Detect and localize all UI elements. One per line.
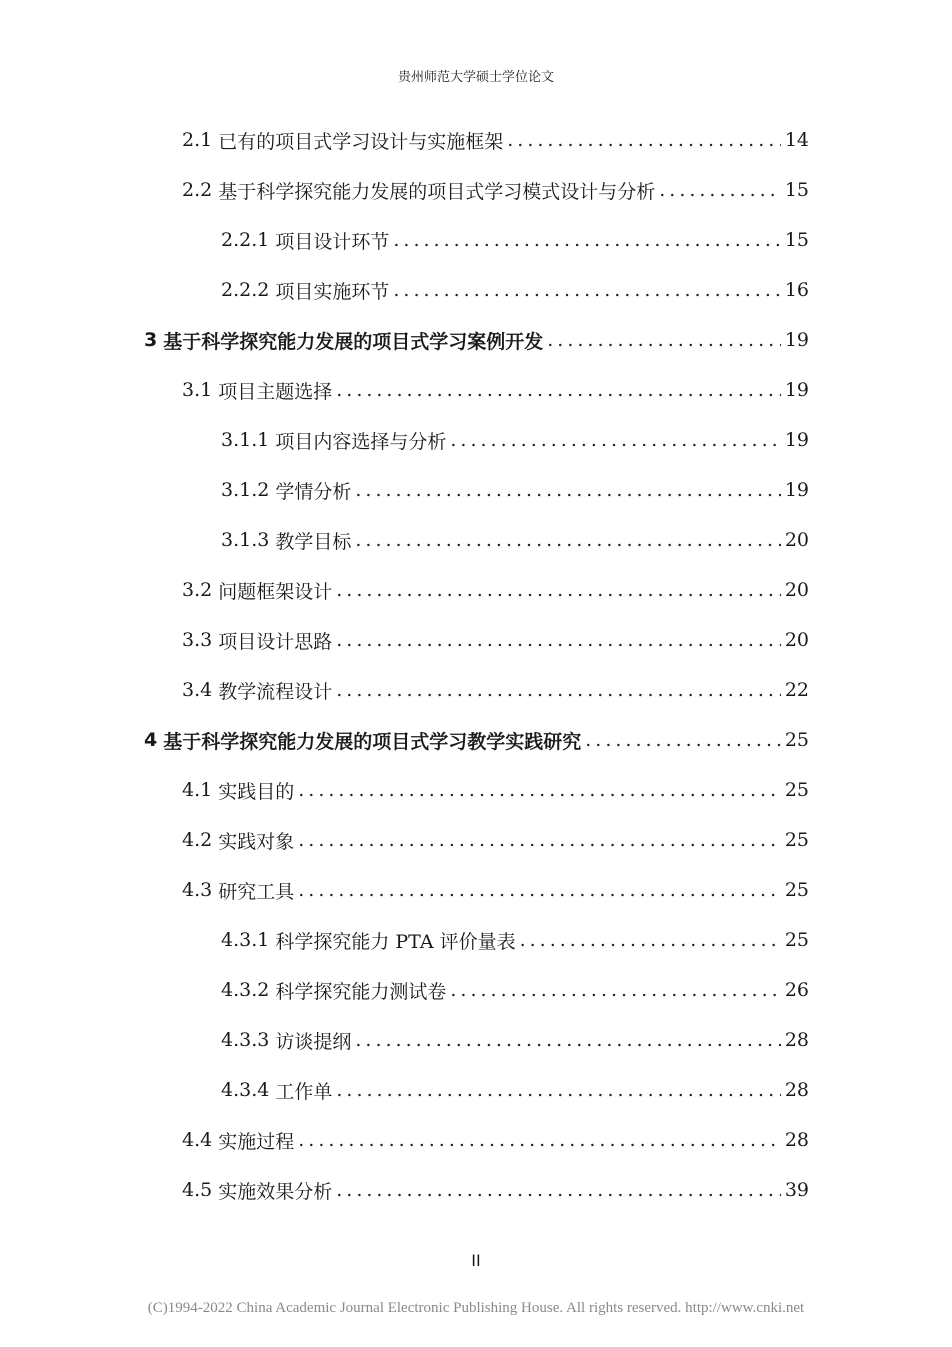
toc-entry[interactable]: [221, 520, 809, 560]
toc-entry-page: 19: [784, 329, 809, 351]
toc-entry[interactable]: [144, 320, 809, 360]
toc-entry[interactable]: [182, 870, 809, 910]
toc-entry-number: 4.4: [182, 1129, 213, 1151]
toc-leader-dots: [298, 828, 781, 852]
toc-entry[interactable]: [221, 970, 809, 1010]
toc-entry[interactable]: [182, 570, 809, 610]
toc-entry-page: 19: [784, 429, 809, 451]
toc-entry[interactable]: [144, 720, 809, 760]
toc-entry[interactable]: [221, 270, 809, 310]
toc-entry-title: 基于科学探究能力发展的项目式学习案例开发: [163, 330, 544, 353]
toc-entry-page: 25: [784, 879, 809, 901]
toc-entry-title: 基于科学探究能力发展的项目式学习模式设计与分析: [218, 180, 656, 203]
toc-leader-dots: [659, 178, 781, 202]
toc-leader-dots: [298, 1128, 781, 1152]
toc-leader-dots: [507, 128, 781, 152]
toc-entry-page: 39: [784, 1179, 809, 1201]
toc-entry-title: 实施过程: [218, 1130, 295, 1153]
toc-entry[interactable]: [182, 820, 809, 860]
toc-entry-number: 3.1: [182, 379, 213, 401]
toc-entry[interactable]: [182, 1120, 809, 1160]
toc-entry-page: 28: [784, 1079, 809, 1101]
toc-entry-title: 项目设计思路: [218, 630, 333, 653]
toc-entry-number: 4.3: [182, 879, 213, 901]
toc-entry-number: 3.4: [182, 679, 213, 701]
toc-entry-title: 项目实施环节: [275, 280, 390, 303]
toc-entry-number: 4.3.1: [221, 929, 270, 951]
toc-entry-page: 15: [784, 229, 809, 251]
toc-leader-dots: [298, 778, 781, 802]
toc-entry-page: 25: [784, 929, 809, 951]
toc-entry-number: 3.1.3: [221, 529, 270, 551]
toc-entry[interactable]: [182, 170, 809, 210]
toc-leader-dots: [336, 628, 781, 652]
toc-entry-title: 基于科学探究能力发展的项目式学习教学实践研究: [163, 730, 582, 753]
toc-entry[interactable]: [182, 770, 809, 810]
toc-entry-number: 3.2: [182, 579, 213, 601]
toc-entry-number: 4.3.3: [221, 1029, 270, 1051]
toc-entry-title: 科学探究能力 PTA 评价量表: [275, 930, 516, 953]
toc-entry-page: 14: [784, 129, 809, 151]
toc-entry-page: 19: [784, 479, 809, 501]
toc-leader-dots: [450, 428, 780, 452]
toc-entry-page: 26: [784, 979, 809, 1001]
toc-entry-page: 15: [784, 179, 809, 201]
toc-entry-number: 4.5: [182, 1179, 213, 1201]
toc-entry-title: 教学目标: [275, 530, 352, 553]
toc-entry-number: 2.2.2: [221, 279, 270, 301]
toc-leader-dots: [336, 678, 781, 702]
toc-entry-page: 28: [784, 1129, 809, 1151]
toc-entry-page: 16: [784, 279, 809, 301]
toc-entry-number: 3.1.2: [221, 479, 270, 501]
toc-leader-dots: [336, 378, 781, 402]
toc-entry-page: 28: [784, 1029, 809, 1051]
toc-entry-number: 2.2.1: [221, 229, 270, 251]
toc-entry[interactable]: [221, 920, 809, 960]
toc-entry-number: 4.1: [182, 779, 213, 801]
toc-entry[interactable]: [182, 120, 809, 160]
toc-entry[interactable]: [221, 1020, 809, 1060]
toc-leader-dots: [585, 728, 781, 752]
toc-entry[interactable]: [182, 620, 809, 660]
toc-entry-number: 4: [144, 729, 158, 751]
toc-entry-title: 研究工具: [218, 880, 295, 903]
toc-entry-title: 项目内容选择与分析: [275, 430, 447, 453]
toc-entry-title: 科学探究能力测试卷: [275, 980, 447, 1003]
toc-entry-number: 3.1.1: [221, 429, 270, 451]
toc-entry[interactable]: [182, 1170, 809, 1210]
toc-leader-dots: [520, 928, 781, 952]
toc-entry-title: 访谈提纲: [275, 1030, 352, 1053]
toc-leader-dots: [355, 478, 780, 502]
toc-entry[interactable]: [221, 1070, 809, 1110]
toc-entry-number: 3.3: [182, 629, 213, 651]
toc-leader-dots: [336, 1178, 781, 1202]
toc-entry-number: 4.3.2: [221, 979, 270, 1001]
toc-entry-title: 已有的项目式学习设计与实施框架: [218, 130, 504, 153]
toc-entry-title: 问题框架设计: [218, 580, 333, 603]
toc-entry-title: 教学流程设计: [218, 680, 333, 703]
toc-entry-title: 项目设计环节: [275, 230, 390, 253]
toc-entry-title: 工作单: [275, 1080, 333, 1103]
toc-entry-page: 25: [784, 729, 809, 751]
toc-leader-dots: [450, 978, 780, 1002]
running-header: 贵州师范大学硕士学位论文: [397, 70, 554, 85]
toc-leader-dots: [336, 578, 781, 602]
toc-leader-dots: [393, 278, 780, 302]
toc-entry-page: 20: [784, 629, 809, 651]
toc-entry-number: 4.2: [182, 829, 213, 851]
toc-entry-title: 实践目的: [218, 780, 295, 803]
toc-leader-dots: [547, 328, 781, 352]
toc-entry-page: 19: [784, 379, 809, 401]
toc-entry-number: 2.1: [182, 129, 213, 151]
toc-leader-dots: [355, 1028, 780, 1052]
toc-entry-number: 4.3.4: [221, 1079, 270, 1101]
toc-entry-title: 项目主题选择: [218, 380, 333, 403]
toc-entry-title: 实践对象: [218, 830, 295, 853]
toc-entry-number: 2.2: [182, 179, 213, 201]
toc-entry[interactable]: [221, 420, 809, 460]
page-number: II: [471, 1251, 481, 1270]
toc-entry[interactable]: [221, 470, 809, 510]
toc-leader-dots: [393, 228, 780, 252]
toc-entry-page: 20: [784, 529, 809, 551]
toc-entry[interactable]: [221, 220, 809, 260]
toc-entry-number: 3: [144, 329, 158, 351]
toc-entry-page: 20: [784, 579, 809, 601]
toc-entry-title: 实施效果分析: [218, 1180, 333, 1203]
copyright-footer: (C)1994-2022 China Academic Journal Electronic Publishing House. All rights reserved. http://www.cnki.net: [147, 1300, 805, 1316]
toc-leader-dots: [355, 528, 780, 552]
toc-entry[interactable]: [182, 670, 809, 710]
toc-entry[interactable]: [182, 370, 809, 410]
toc-entry-page: 25: [784, 779, 809, 801]
toc-entry-title: 学情分析: [275, 480, 352, 503]
toc-leader-dots: [336, 1078, 780, 1102]
toc-entry-page: 22: [784, 679, 809, 701]
toc-entry-page: 25: [784, 829, 809, 851]
toc-leader-dots: [298, 878, 781, 902]
